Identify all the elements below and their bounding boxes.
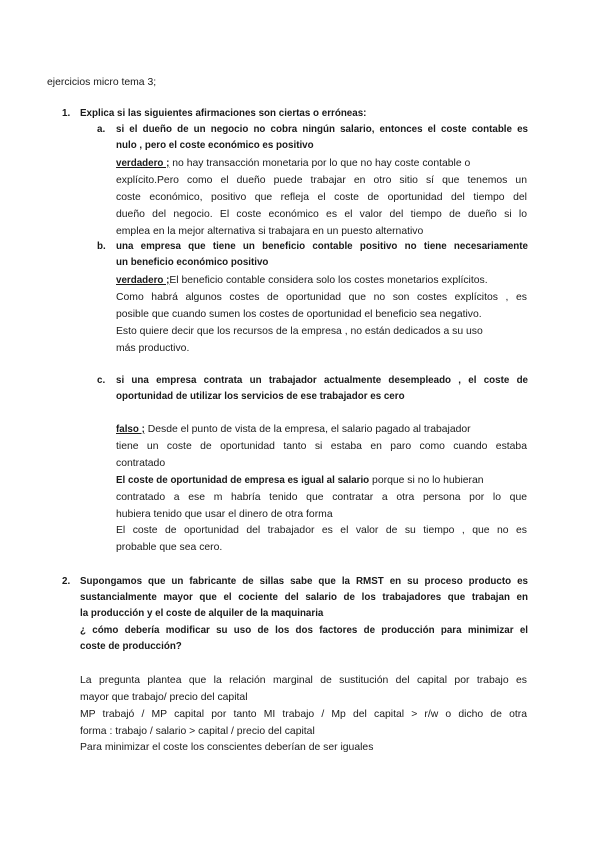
- q1a-answer-line-5: emplea en la mejor alternativa si trabajara en un puesto alternativo: [116, 226, 424, 237]
- q1a-verdict: verdadero ;: [116, 158, 170, 169]
- q2-answer-line-1: La pregunta plantea que la relación marginal de sustitución del capital por trabajo es: [80, 675, 527, 686]
- q1b-answer-line-2: Como habrá algunos costes de oportunidad que no son costes explícitos , es: [116, 292, 527, 303]
- q1a-statement-line-2: nulo , pero el coste económico es positivo: [116, 140, 314, 151]
- q1a-answer-first: no hay transacción monetaria por lo que no hay coste contable o: [169, 158, 471, 169]
- q2-statement-line-3: la producción y el coste de alquiler de la maquinaria: [80, 608, 324, 619]
- q1b-statement-line-2: un beneficio económico positivo: [116, 257, 269, 268]
- q1c-letter: c.: [97, 375, 106, 386]
- q1b-answer-line-4: Esto quiere decir que los recursos de la empresa , no están dedicados a su uso: [116, 326, 483, 337]
- q1b-verdict: verdadero ;: [116, 275, 170, 286]
- q1b-answer-line-3: posible que cuando sumen los costes de oportunidad el beneficio sea negativo.: [116, 309, 482, 320]
- q1c-answer-line-2: tiene un coste de oportunidad tanto si estaba en paro como cuando estaba: [116, 441, 527, 452]
- q1c-answer-line-6: hubiera tenido que usar el dinero de otra forma: [116, 509, 333, 520]
- q1b-answer-line-1: [116, 274, 488, 288]
- q1c-statement-line-1: si una empresa contrata un trabajador actualmente desempleado , el coste de: [116, 375, 528, 386]
- q2-answer-line-4: forma : trabajo / salario > capital / precio del capital: [80, 726, 315, 737]
- q1a-statement-line-1: si el dueño de un negocio no cobra ningún salario, entonces el coste contable es: [116, 124, 528, 135]
- q1c-answer-line-5: contratado a ese m habría tenido que contratar a otra persona por lo que: [116, 492, 527, 503]
- q1c-verdict: falso ;: [116, 424, 145, 435]
- q1b-answer-first: El beneficio contable considera solo los costes monetarios explícitos.: [169, 275, 488, 286]
- q1c-bold-rest: porque si no lo hubieran: [369, 475, 484, 486]
- q2-answer-line-3: MP trabajó / MP capital por tanto MI trabajo / Mp del capital > r/w o dicho de otra: [80, 709, 527, 720]
- q2-statement-line-5: coste de producción?: [80, 641, 182, 652]
- q1a-answer-line-4: dueño del negocio. El coste económico es el valor del tiempo de dueño si lo: [116, 209, 527, 220]
- q1c-answer-line-1: [116, 423, 471, 437]
- q1a-answer-line-1: [116, 157, 527, 171]
- q2-answer-line-2: mayor que trabajo/ precio del capital: [80, 692, 248, 703]
- q1c-answer-line-3: contratado: [116, 458, 166, 469]
- q2-statement-line-1: Supongamos que un fabricante de sillas sabe que la RMST en su proceso producto es: [80, 576, 528, 587]
- q2-answer-line-5: Para minimizar el coste los conscientes deberían de ser iguales: [80, 742, 374, 753]
- q1b-letter: b.: [97, 241, 106, 252]
- q1-heading: Explica si las siguientes afirmaciones son ciertas o erróneas:: [80, 108, 367, 119]
- q1c-answer-first: Desde el punto de vista de la empresa, el salario pagado al trabajador: [144, 424, 471, 435]
- q1c-statement-line-2: oportunidad de utilizar los servicios de ese trabajador es cero: [116, 391, 405, 402]
- q2-statement-line-4: ¿ cómo debería modificar su uso de los dos factores de producción para minimizar el: [80, 625, 528, 636]
- q2-statement-line-2: sustancialmente mayor que el cociente del salario de los trabajadores que trabajan en: [80, 592, 528, 603]
- q1c-answer-line-8: probable que sea cero.: [116, 542, 223, 553]
- q1a-letter: a.: [97, 124, 106, 135]
- q1a-answer-line-3: coste económico, positivo que refleja el coste de oportunidad del tiempo del: [116, 192, 527, 203]
- document-title: ejercicios micro tema 3;: [47, 77, 157, 88]
- q1c-answer-line-7: El coste de oportunidad del trabajador es el valor de su tiempo , que no es: [116, 525, 527, 536]
- q1b-statement-line-1: una empresa que tiene un beneficio contable positivo no tiene necesariamente: [116, 241, 528, 252]
- q1c-bold-phrase: El coste de oportunidad de empresa es igual al salario: [116, 475, 370, 486]
- q1c-answer-line-4: [116, 474, 484, 488]
- q2-number: 2.: [62, 576, 71, 587]
- q1-number: 1.: [62, 108, 71, 119]
- q1b-answer-line-5: más productivo.: [116, 343, 190, 354]
- q1a-answer-line-2: explícito.Pero como el dueño puede trabajar en otro sitio sí que tenemos un: [116, 175, 527, 186]
